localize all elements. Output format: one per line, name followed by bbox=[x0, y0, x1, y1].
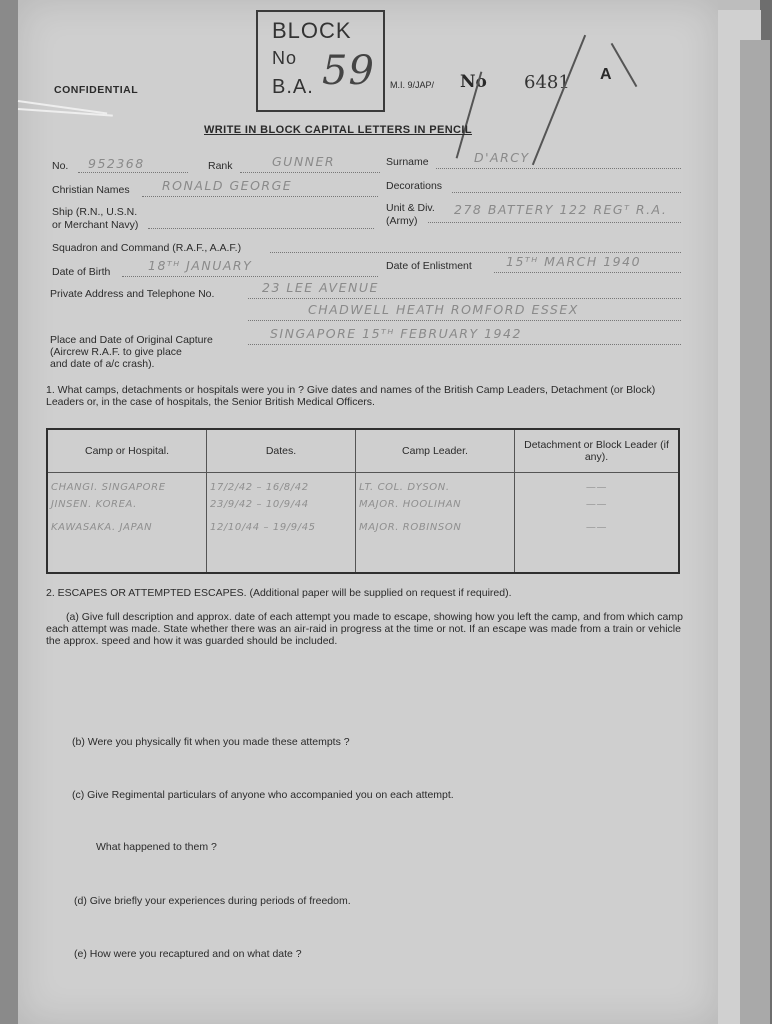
address-rule-1 bbox=[248, 298, 681, 299]
col-camp: Camp or Hospital. bbox=[47, 429, 207, 473]
rank-line bbox=[240, 172, 380, 173]
section2-heading: 2. ESCAPES OR ATTEMPTED ESCAPES. (Additional paper will be supplied on request if required). bbox=[46, 587, 512, 599]
address-rule-2 bbox=[248, 320, 681, 321]
capture-label-1: Place and Date of Original Capture bbox=[50, 334, 213, 346]
question-2a: (a) Give full description and approx. date of each attempt you made to escape, showing how you left the camp, and from which camp each attempt was made. State whether there was an air-raid in progress at the time or not. If an escape was made from a train or vehicle the approx. speed and how it was guarded should be included. bbox=[46, 611, 683, 647]
paper-stack-edge bbox=[740, 40, 770, 1024]
capture-value: SINGAPORE 15ᵀᴴ FEBRUARY 1942 bbox=[270, 326, 522, 341]
mi-reference: M.I. 9/JAP/ bbox=[390, 80, 435, 90]
form-no-label: No bbox=[460, 72, 487, 92]
unit-label-2: (Army) bbox=[386, 215, 418, 227]
form-suffix: A bbox=[600, 66, 612, 83]
block-number: 59 bbox=[322, 48, 375, 94]
no-line bbox=[78, 172, 188, 173]
capture-line bbox=[248, 344, 681, 345]
address-line-1: 23 LEE AVENUE bbox=[262, 280, 379, 295]
decorations-line bbox=[452, 192, 681, 193]
squadron-label: Squadron and Command (R.A.F., A.A.F.) bbox=[52, 242, 242, 254]
camps-table bbox=[46, 428, 680, 574]
christian-names-label: Christian Names bbox=[52, 184, 130, 196]
unit-value: 278 BATTERY 122 REGᵀ R.A. bbox=[454, 202, 668, 217]
capture-label-3: and date of a/c crash). bbox=[50, 358, 155, 370]
leader-cell: LT. COL. DYSON. MAJOR. HOOLIHAN MAJOR. ROBINSON bbox=[356, 473, 515, 574]
col-camp-leader: Camp Leader. bbox=[356, 429, 515, 473]
enlistment-line bbox=[494, 272, 681, 273]
surname-line bbox=[436, 168, 681, 169]
question-2d: (d) Give briefly your experiences during periods of freedom. bbox=[74, 895, 351, 907]
camp-cell: CHANGI. SINGAPORE JINSEN. KOREA. KAWASAKA. JAPAN bbox=[47, 473, 207, 574]
ship-label-1: Ship (R.N., U.S.N. bbox=[52, 206, 138, 218]
rank-value: GUNNER bbox=[272, 154, 336, 169]
pencil-stroke bbox=[611, 43, 638, 87]
detachment-cell: —— —— —— bbox=[515, 473, 680, 574]
dob-line bbox=[122, 276, 378, 277]
no-label: No. bbox=[52, 160, 69, 172]
block-stamp-line3: B.A. bbox=[272, 76, 314, 98]
surname-label: Surname bbox=[386, 156, 429, 168]
decorations-label: Decorations bbox=[386, 180, 443, 192]
dob-label: Date of Birth bbox=[52, 266, 111, 278]
enlistment-label: Date of Enlistment bbox=[386, 260, 472, 272]
capture-label-2: (Aircrew R.A.F. to give place bbox=[50, 346, 182, 358]
dates-cell: 17/2/42 – 16/8/42 23/9/42 – 10/9/44 12/10/44 – 19/9/45 bbox=[207, 473, 356, 574]
question-2b: (b) Were you physically fit when you made these attempts ? bbox=[72, 736, 350, 748]
address-line-2: CHADWELL HEATH ROMFORD ESSEX bbox=[308, 302, 579, 317]
question-2e: (e) How were you recaptured and on what date ? bbox=[74, 948, 302, 960]
service-number-value: 952368 bbox=[88, 156, 145, 171]
col-detachment-leader: Detachment or Block Leader (if any). bbox=[515, 429, 680, 473]
ship-label-2: or Merchant Navy) bbox=[52, 219, 139, 231]
address-label: Private Address and Telephone No. bbox=[50, 288, 215, 300]
block-stamp-line2: No bbox=[272, 48, 298, 68]
block-stamp-line1: BLOCK bbox=[272, 18, 352, 43]
form-number: 6481 bbox=[524, 72, 570, 93]
instruction-heading: WRITE IN BLOCK CAPITAL LETTERS IN PENCIL bbox=[204, 124, 472, 136]
squadron-line bbox=[270, 252, 681, 253]
unit-line bbox=[428, 222, 681, 223]
block-stamp bbox=[256, 10, 385, 112]
table-row bbox=[47, 473, 679, 574]
question-2c-followup: What happened to them ? bbox=[96, 841, 217, 853]
enlistment-value: 15ᵀᴴ MARCH 1940 bbox=[506, 254, 642, 269]
christian-names-value: RONALD GEORGE bbox=[162, 178, 293, 193]
christian-line bbox=[142, 196, 378, 197]
question-2c: (c) Give Regimental particulars of anyone who accompanied you on each attempt. bbox=[72, 789, 454, 801]
section1-question: 1. What camps, detachments or hospitals were you in ? Give dates and names of the British Camp Leaders, Detachment (or Block) Leaders or, in the case of hospitals, the Senior British Medical Officers. bbox=[46, 384, 656, 408]
col-dates: Dates. bbox=[207, 429, 356, 473]
form-page bbox=[18, 0, 718, 1024]
pencil-stroke bbox=[532, 35, 586, 166]
rank-label: Rank bbox=[208, 160, 233, 172]
confidential-label: CONFIDENTIAL bbox=[54, 84, 139, 96]
unit-label-1: Unit & Div. bbox=[386, 202, 435, 214]
surname-value: D'ARCY bbox=[474, 150, 530, 165]
dob-value: 18ᵀᴴ JANUARY bbox=[148, 258, 253, 273]
ship-line bbox=[148, 228, 374, 229]
